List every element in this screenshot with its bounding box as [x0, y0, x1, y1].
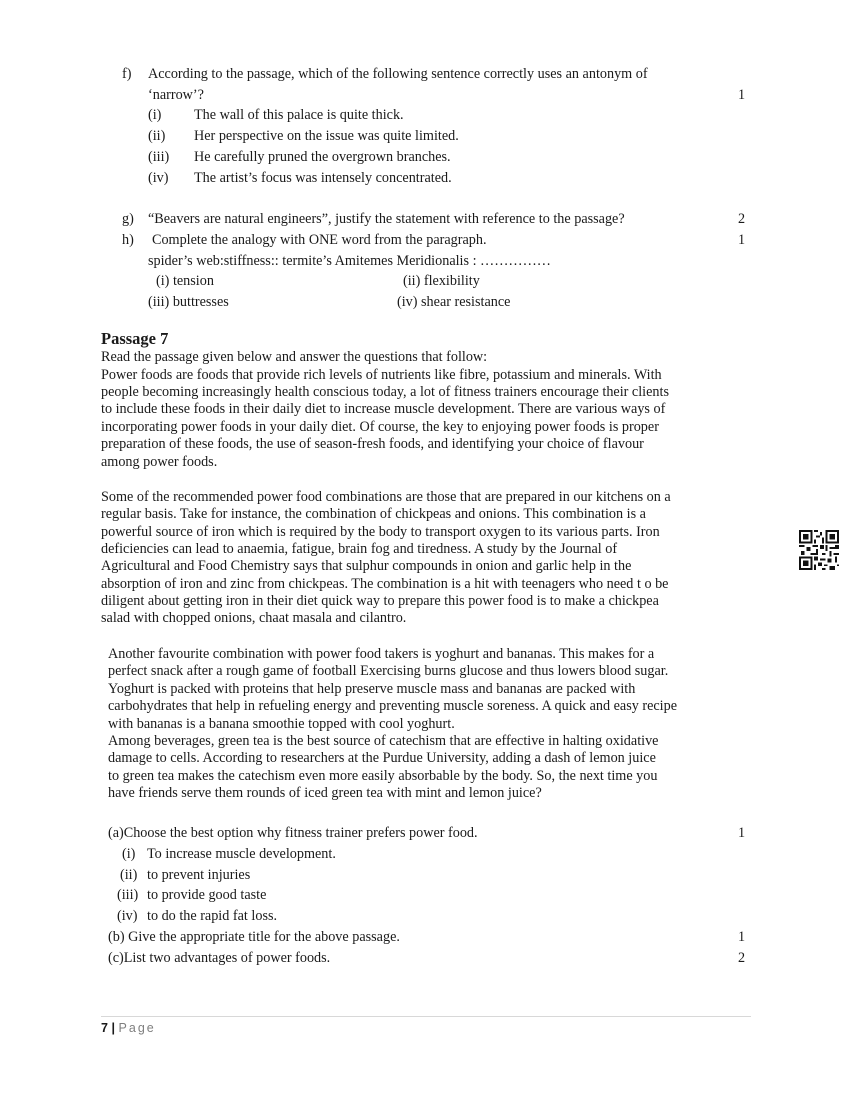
footer-separator: |	[111, 1021, 115, 1035]
option-text: to prevent injuries	[147, 867, 251, 883]
option-text: Her perspective on the issue was quite limited.	[194, 128, 459, 144]
passage-line: to green tea makes the catechism even more easily absorbable by the body. So, the next time you	[108, 768, 658, 784]
question-a-text: (a)Choose the best option why fitness trainer prefers power food.	[108, 825, 478, 841]
passage-title: Passage 7	[101, 329, 169, 348]
question-f-text-cont: ‘narrow’?	[148, 87, 204, 103]
passage-line: Power foods are foods that provide rich levels of nutrients like fibre, potassium and minerals. With	[101, 367, 662, 383]
passage-line: among power foods.	[101, 454, 218, 470]
question-h-analogy: spider’s web:stiffness:: termite’s Amitemes Meridionalis : ……………	[148, 253, 551, 269]
option-text: to provide good taste	[147, 887, 267, 903]
question-b-text: (b) Give the appropriate title for the above passage.	[108, 929, 400, 945]
page-label: Page	[118, 1021, 156, 1035]
passage-line: deficiencies can lead to anaemia, fatigue, brain fog and tiredness. A study by the Journal of	[101, 541, 618, 557]
option-text: The wall of this palace is quite thick.	[194, 107, 404, 123]
passage-line: regular basis. Take for instance, the combination of chickpeas and onions. This combination is a	[101, 506, 646, 522]
option-num: (iv)	[148, 170, 169, 186]
passage-line: people becoming increasingly health conscious today, a lot of fitness trainers encourage their clients	[101, 384, 669, 400]
option-num: (i)	[148, 107, 162, 123]
passage-line: salad with chopped onions, chaat masala and cilantro.	[101, 610, 407, 626]
passage-line: to include these foods in their daily diet to increase muscle development. There are various ways of	[101, 401, 666, 417]
option-num: (iii)	[148, 149, 170, 165]
question-b-marks: 1	[738, 929, 746, 945]
question-g-text: “Beavers are natural engineers”, justify the statement with reference to the passage?	[148, 211, 625, 227]
option-num: (iii)	[117, 887, 139, 903]
question-f-label: f)	[122, 66, 132, 82]
question-a-marks: 1	[738, 825, 746, 841]
passage-line: carbohydrates that help in refueling energy and preventing muscle soreness. A quick and easy recipe	[108, 698, 678, 714]
option-text: (iv) shear resistance	[397, 294, 511, 310]
question-h-label: h)	[122, 232, 134, 248]
passage-line: damage to cells. According to researchers at the Purdue University, adding a dash of lemon juice	[108, 750, 656, 766]
page-number: 7	[101, 1021, 108, 1035]
passage-line: Yoghurt is packed with proteins that help preserve muscle mass and bananas are packed with	[108, 681, 636, 697]
question-c-marks: 2	[738, 950, 746, 966]
footer-divider	[101, 1016, 751, 1017]
option-text: He carefully pruned the overgrown branches.	[194, 149, 451, 165]
passage-line: powerful source of iron which is required by the body to transport oxygen to its various parts. Iron	[101, 524, 660, 540]
option-text: (ii) flexibility	[403, 273, 480, 289]
passage-line: have friends serve them rounds of iced green tea with mint and lemon juice?	[108, 785, 542, 801]
qr-code-icon	[799, 530, 839, 570]
passage-line: diligent about getting iron in their diet quick way to prepare this power food is to make a chickpea	[101, 593, 659, 609]
passage-line: absorption of iron and zinc from chickpeas. The combination is a hit with teenagers who need t o be	[101, 576, 669, 592]
question-g-label: g)	[122, 211, 134, 227]
passage-line: perfect snack after a rough game of football Exercising burns glucose and thus lowers blood sugar.	[108, 663, 669, 679]
passage-line: Another favourite combination with power food takers is yoghurt and bananas. This makes for a	[108, 646, 655, 662]
option-text: (iii) buttresses	[148, 294, 229, 310]
passage-line: incorporating power foods in your daily diet. Of course, the key to enjoying power foods is proper	[101, 419, 659, 435]
question-f-text: According to the passage, which of the following sentence correctly uses an antonym of	[148, 66, 648, 82]
option-text: to do the rapid fat loss.	[147, 908, 278, 924]
question-f-marks: 1	[738, 87, 746, 103]
page-footer	[101, 1020, 156, 1037]
option-num: (ii)	[148, 128, 166, 144]
option-num: (ii)	[120, 867, 138, 883]
passage-line: Some of the recommended power food combinations are those that are prepared in our kitchens on a	[101, 489, 671, 505]
passage-intro: Read the passage given below and answer the questions that follow:	[101, 349, 488, 365]
option-num: (iv)	[117, 908, 138, 924]
question-h-marks: 1	[738, 232, 746, 248]
option-text: (i) tension	[156, 273, 214, 289]
option-text: The artist’s focus was intensely concentrated.	[194, 170, 452, 186]
option-num: (i)	[122, 846, 136, 862]
option-text: To increase muscle development.	[147, 846, 336, 862]
passage-line: Agricultural and Food Chemistry says that sulphur compounds in onion and garlic help in the	[101, 558, 632, 574]
passage-line: with bananas is a banana smoothie topped with cool yoghurt.	[108, 716, 455, 732]
question-g-marks: 2	[738, 211, 746, 227]
passage-line: Among beverages, green tea is the best source of catechism that are effective in halting oxidative	[108, 733, 659, 749]
passage-line: preparation of these foods, the use of season-fresh foods, and identifying your choice of flavour	[101, 436, 644, 452]
question-h-text: Complete the analogy with ONE word from the paragraph.	[152, 232, 487, 248]
question-c-text: (c)List two advantages of power foods.	[108, 950, 331, 966]
